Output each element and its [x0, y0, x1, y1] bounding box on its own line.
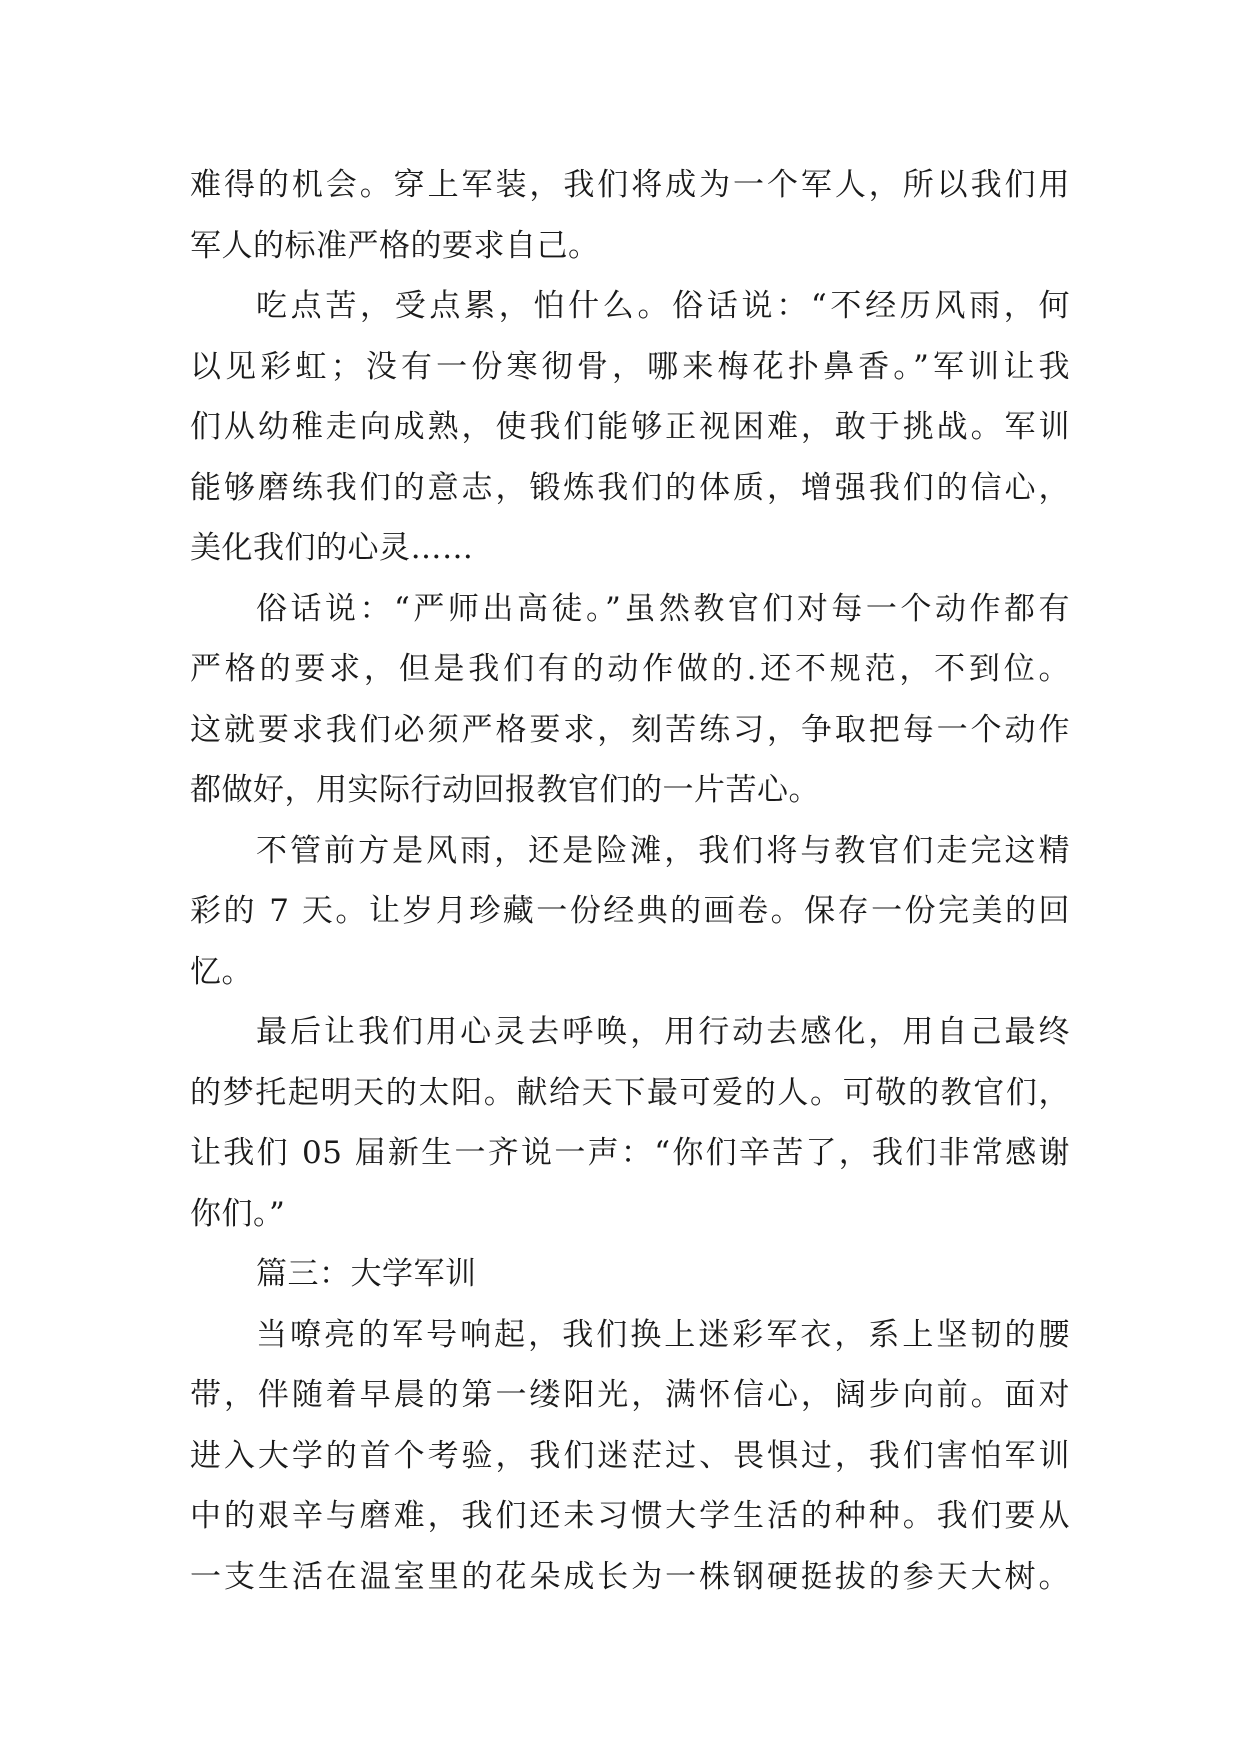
- text-line: 中的艰辛与磨难，我们还未习惯大学生活的种种。我们要从: [190, 1498, 1070, 1534]
- text-line: 们从幼稚走向成熟，使我们能够正视困难，敢于挑战。军训: [190, 409, 1070, 445]
- text-line: 彩的 7 天。让岁月珍藏一份经典的画卷。保存一份完美的回: [190, 893, 1070, 929]
- text-line: 吃点苦，受点累，怕什么。俗话说：“不经历风雨，何: [256, 288, 1070, 324]
- text-line: 难得的机会。穿上军装，我们将成为一个军人，所以我们用: [190, 167, 1070, 203]
- text-line: 美化我们的心灵……: [190, 530, 474, 566]
- text-line: 你们。”: [190, 1195, 286, 1232]
- text-line: 严格的要求，但是我们有的动作做的.还不规范，不到位。: [190, 651, 1070, 687]
- section-heading: 篇三：大学军训: [256, 1256, 477, 1292]
- text-line: 带，伴随着早晨的第一缕阳光，满怀信心，阔步向前。面对: [190, 1377, 1070, 1413]
- text-line: 俗话说：“严师出高徒。”虽然教官们对每一个动作都有: [256, 590, 1070, 627]
- text-line: 最后让我们用心灵去呼唤，用行动去感化，用自己最终: [256, 1014, 1070, 1050]
- text-line: 一支生活在温室里的花朵成长为一株钢硬挺拔的参天大树。: [190, 1558, 1070, 1595]
- text-line: 以见彩虹；没有一份寒彻骨，哪来梅花扑鼻香。”军训让我: [190, 348, 1070, 385]
- body-text: [190, 155, 1070, 1607]
- text-line: 让我们 05 届新生一齐说一声：“你们辛苦了，我们非常感谢: [190, 1135, 1070, 1171]
- text-line: 当嘹亮的军号响起，我们换上迷彩军衣，系上坚韧的腰: [256, 1316, 1070, 1353]
- text-line: 都做好，用实际行动回报教官们的一片苦心。: [190, 772, 820, 808]
- text-line: 这就要求我们必须严格要求，刻苦练习，争取把每一个动作: [190, 711, 1070, 748]
- text-line: 能够磨练我们的意志，锻炼我们的体质，增强我们的信心，: [190, 469, 1070, 506]
- text-line: 不管前方是风雨，还是险滩，我们将与教官们走完这精: [256, 832, 1070, 869]
- text-line: 忆。: [190, 953, 253, 990]
- text-line: 的梦托起明天的太阳。献给天下最可爱的人。可敬的教官们，: [190, 1074, 1070, 1111]
- text-line: 军人的标准严格的要求自己。: [190, 227, 600, 264]
- text-line: 进入大学的首个考验，我们迷茫过、畏惧过，我们害怕军训: [190, 1437, 1070, 1474]
